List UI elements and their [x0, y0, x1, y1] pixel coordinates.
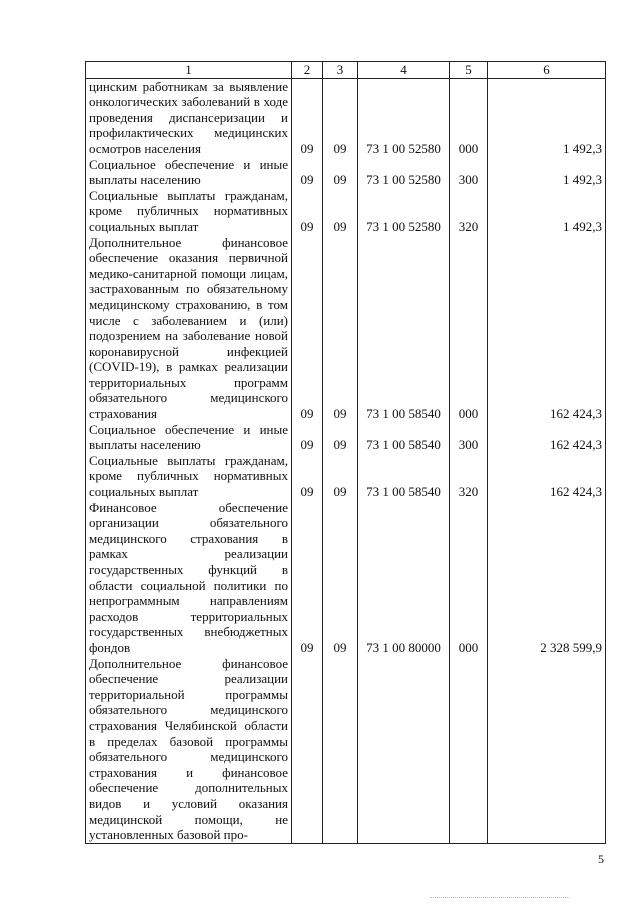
column-header-amount: 6 [488, 62, 606, 79]
row-section-cell: 09 [292, 235, 323, 422]
table-body [86, 78, 606, 843]
row-section-cell: 09 [292, 157, 323, 188]
table-header-row [86, 62, 606, 79]
column-header-name: 1 [86, 62, 292, 79]
column-header-target-article: 4 [358, 62, 450, 79]
row-section-cell: 09 [292, 500, 323, 656]
row-amount-cell: 162 424,3 [488, 453, 606, 500]
table-row [86, 422, 606, 453]
row-subsection-cell: 09 [323, 422, 358, 453]
row-name-cell: Социальное обеспечение и иные выплаты населению [86, 157, 292, 188]
row-name-cell: цинским работникам за выявление онкологических заболеваний в ходе проведения диспансеризации и профилактических медицинских осмотров населения [86, 78, 292, 156]
row-name-cell: Финансовое обеспечение организации обязательного медицинского страхования в рамках реализации государственных функций в области социальной политики по непрограммным направлениям расходов территориальных государственных внебюджетных фондов [86, 500, 292, 656]
row-name-cell: Социальные выплаты гражданам, кроме публичных нормативных социальных выплат [86, 188, 292, 235]
table-row [86, 500, 606, 656]
row-expense-type-cell: 320 [450, 188, 488, 235]
row-subsection-cell: 09 [323, 157, 358, 188]
row-target-article-cell: 73 1 00 58540 [358, 453, 450, 500]
row-target-article-cell: 73 1 00 58540 [358, 235, 450, 422]
row-name-cell: Социальное обеспечение и иные выплаты населению [86, 422, 292, 453]
row-target-article-cell: 73 1 00 52580 [358, 188, 450, 235]
column-header-section: 2 [292, 62, 323, 79]
row-section-cell: 09 [292, 78, 323, 156]
row-expense-type-cell [450, 656, 488, 844]
row-amount-cell: 1 492,3 [488, 157, 606, 188]
row-expense-type-cell: 000 [450, 235, 488, 422]
row-expense-type-cell: 320 [450, 453, 488, 500]
row-expense-type-cell: 000 [450, 78, 488, 156]
table-row [86, 157, 606, 188]
row-amount-cell [488, 656, 606, 844]
row-amount-cell: 2 328 599,9 [488, 500, 606, 656]
row-target-article-cell [358, 656, 450, 844]
column-header-subsection: 3 [323, 62, 358, 79]
row-section-cell: 09 [292, 188, 323, 235]
row-amount-cell: 1 492,3 [488, 188, 606, 235]
row-subsection-cell: 09 [323, 78, 358, 156]
row-target-article-cell: 73 1 00 52580 [358, 78, 450, 156]
row-expense-type-cell: 000 [450, 500, 488, 656]
row-section-cell: 09 [292, 453, 323, 500]
page-number: 5 [598, 852, 604, 866]
column-header-expense-type: 5 [450, 62, 488, 79]
row-expense-type-cell: 300 [450, 157, 488, 188]
row-name-cell: Дополнительное финансовое обеспечение оказания первичной медико-санитарной помощи лицам, застрахованным по обязательному медицинскому страхованию, в том числе с заболеванием и (или) подозрением на заболевание новой коронавирусной инфекцией (COVID-19), в рамках реализации территориальных программ обязательного медицинского страхования [86, 235, 292, 422]
row-subsection-cell: 09 [323, 235, 358, 422]
table-row [86, 78, 606, 156]
footer-divider [430, 897, 570, 898]
row-name-cell: Дополнительное финансовое обеспечение реализации территориальной программы обязательного медицинского страхования Челябинской области в пределах базовой программы обязательного медицинского страхования и финансовое обеспечение дополнительных видов и условий оказания медицинской помощи, не установленных базовой про- [86, 656, 292, 844]
table-row [86, 235, 606, 422]
row-expense-type-cell: 300 [450, 422, 488, 453]
row-section-cell [292, 656, 323, 844]
row-section-cell: 09 [292, 422, 323, 453]
row-name-cell: Социальные выплаты гражданам, кроме публичных нормативных социальных выплат [86, 453, 292, 500]
budget-table [85, 61, 606, 844]
row-amount-cell: 162 424,3 [488, 235, 606, 422]
row-subsection-cell: 09 [323, 500, 358, 656]
row-amount-cell: 1 492,3 [488, 78, 606, 156]
row-target-article-cell: 73 1 00 58540 [358, 422, 450, 453]
row-amount-cell: 162 424,3 [488, 422, 606, 453]
row-subsection-cell: 09 [323, 453, 358, 500]
table-row [86, 453, 606, 500]
row-target-article-cell: 73 1 00 80000 [358, 500, 450, 656]
table-row [86, 656, 606, 844]
row-subsection-cell: 09 [323, 188, 358, 235]
row-subsection-cell [323, 656, 358, 844]
table-row [86, 188, 606, 235]
row-target-article-cell: 73 1 00 52580 [358, 157, 450, 188]
